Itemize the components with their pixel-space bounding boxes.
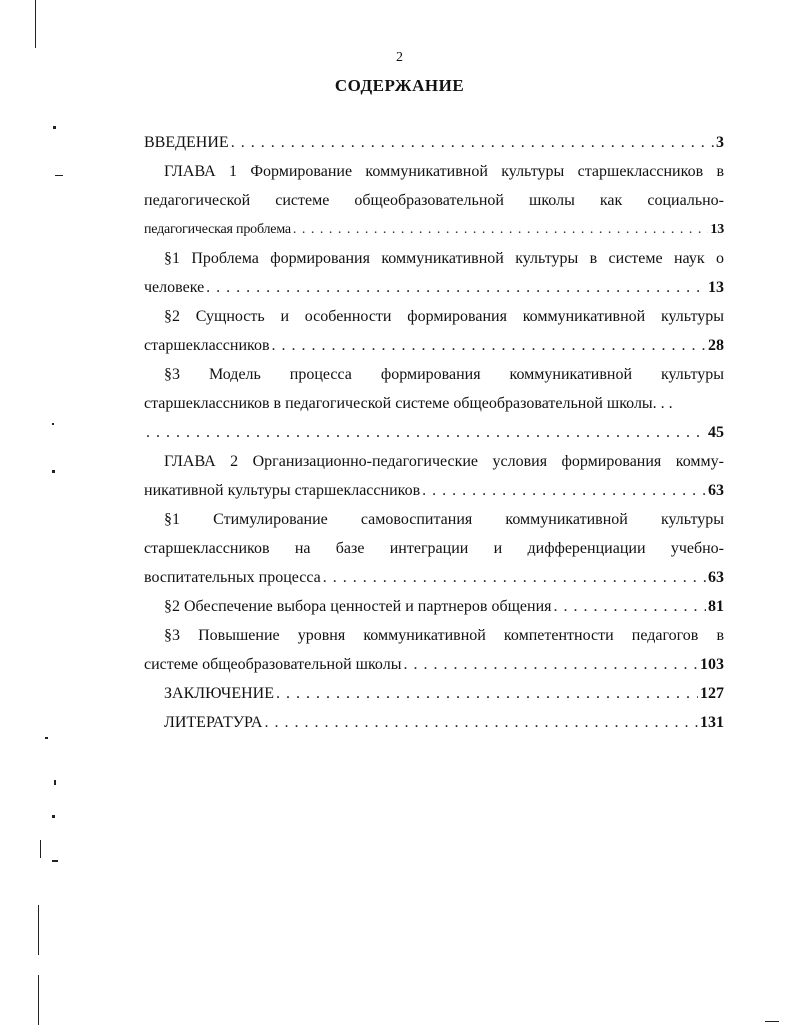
toc-page-number: 131: [700, 714, 724, 731]
scan-speck: [52, 860, 58, 862]
toc-entry-literature: [144, 708, 724, 737]
toc-chapter-1-line-1: ГЛАВА 1 Формирование коммуникативной культуры старшеклассников в: [164, 163, 724, 180]
toc-entry-conclusion: [144, 679, 724, 708]
toc-section-2-1-line-2: старшеклассников на базе интеграции и дифференциации учебно-: [144, 540, 724, 557]
toc-section-2-1-line-3: [144, 563, 724, 592]
scan-edge-line: [38, 975, 39, 1025]
toc-section-1-3-line-3: [144, 418, 724, 447]
toc-section-1-2-line-2: [144, 331, 724, 360]
scan-speck: [55, 175, 63, 176]
toc-section-1-3-line-1: §3 Модель процесса формирования коммуникативной культуры: [164, 366, 724, 383]
toc-chapter-1-line-3: [144, 215, 724, 244]
toc-leader-dots: [146, 418, 706, 447]
toc-entry-text: никативной культуры старшеклассников: [144, 482, 421, 499]
toc-entry-text: ЛИТЕРАТУРА: [164, 714, 263, 731]
scan-edge-line: [40, 840, 41, 858]
toc-entry-intro: [144, 128, 724, 157]
toc-section-1-1-line-2: [144, 273, 724, 302]
scan-speck: [52, 470, 55, 473]
toc-entry-text: старшеклассников: [144, 337, 270, 354]
toc-entry-text: ЗАКЛЮЧЕНИЕ: [164, 685, 274, 702]
toc-leader-dots: [231, 128, 714, 157]
scan-speck: [54, 780, 56, 785]
toc-leader-dots: [293, 215, 708, 244]
scan-speck: [52, 815, 55, 818]
toc-page-number: 3: [716, 134, 724, 151]
scan-speck: [45, 737, 48, 739]
toc-page-number: 45: [708, 424, 724, 441]
toc-section-2-3-line-1: §3 Повышение уровня коммуникативной компетентности педагогов в: [164, 627, 724, 644]
toc-section-2-2: [144, 592, 724, 621]
toc-chapter-2-line-2: [144, 476, 724, 505]
toc-leader-dots: [554, 592, 707, 621]
toc-leader-dots: [272, 331, 706, 360]
toc-leader-dots: [403, 650, 698, 679]
toc-page-number: 28: [708, 337, 724, 354]
toc-section-2-1-line-1: §1 Стимулирование самовоспитания коммуникативной культуры: [164, 511, 724, 528]
toc-leader-dots: [206, 273, 706, 302]
scan-speck: [53, 126, 56, 129]
toc-entry-text: воспитательных процесса: [144, 569, 321, 586]
toc-leader-dots: [422, 476, 706, 505]
scan-edge-line: [38, 905, 39, 955]
toc-page-number: 63: [708, 569, 724, 586]
page-title: СОДЕРЖАНИЕ: [334, 76, 465, 95]
toc-page-number: 103: [700, 656, 724, 673]
toc-entry-text: ВВЕДЕНИЕ: [144, 134, 229, 151]
toc-chapter-2-line-1: ГЛАВА 2 Организационно-педагогические условия формирования комму-: [164, 453, 724, 470]
toc-section-1-1-line-1: §1 Проблема формирования коммуникативной культуры в системе наук о: [164, 250, 724, 267]
toc-leader-dots: [323, 563, 706, 592]
page-number: 2: [396, 50, 403, 65]
table-of-contents: [144, 128, 724, 737]
toc-leader-dots: [264, 708, 698, 737]
toc-page-number: 63: [708, 482, 724, 499]
toc-chapter-1-line-2: педагогической системе общеобразовательной школы как социально-: [144, 192, 724, 209]
toc-entry-text: педагогическая проблема: [144, 222, 291, 237]
toc-page-number: 13: [710, 222, 724, 237]
toc-page-number: 81: [708, 598, 724, 615]
scan-speck: [52, 423, 54, 425]
toc-page-number: 127: [700, 685, 724, 702]
toc-entry-text: системе общеобразовательной школы: [144, 656, 402, 673]
toc-section-1-2-line-1: §2 Сущность и особенности формирования коммуникативной культуры: [164, 308, 724, 325]
toc-section-1-3-line-2: старшеклассников в педагогической системе общеобразовательной школы. . .: [144, 395, 673, 412]
scan-speck: [765, 1021, 779, 1022]
toc-section-2-3-line-2: [144, 650, 724, 679]
toc-page-number: 13: [708, 279, 724, 296]
toc-leader-dots: [276, 679, 698, 708]
scan-edge-line: [35, 0, 36, 48]
toc-entry-text: §2 Обеспечение выбора ценностей и партнеров общения: [164, 598, 552, 615]
toc-entry-text: человеке: [144, 279, 205, 296]
